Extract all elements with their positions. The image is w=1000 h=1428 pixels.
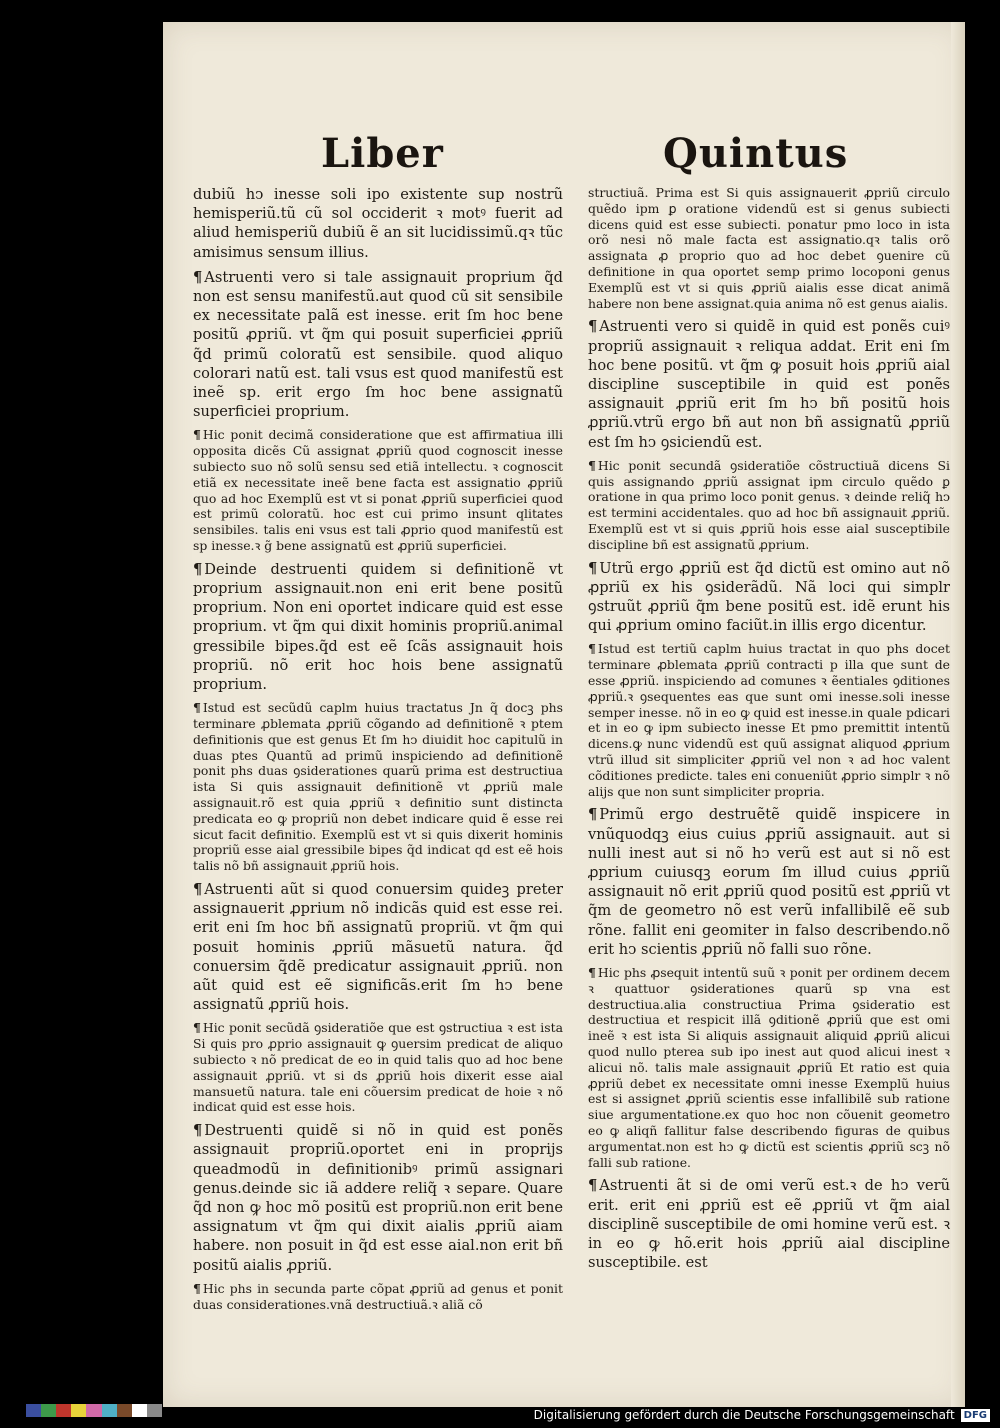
paragraph-text: Destruenti quidẽ si nõ in quid est ponẽs assignauit propriũ.oportet eni in proprijs queadmodũ in definitionibꝰ primũ assignari genus.deinde sic iã addere reliq̃ ꝛ separe. Quare q̃d non ꝙ hoc mõ positũ est propriũ.non erit bene assignatum vt q̃m qui dixit aialis ꝓpriũ aiam habere. non posuit in q̃d est esse aial.non erit bñ positũ aialis ꝓpriũ. [193,1122,563,1274]
commentary-paragraph [588,185,950,311]
footer-text: Digitalisierung gefördert durch die Deutsche Forschungsgemeinschaft [533,1408,955,1422]
color-swatch [102,1404,117,1417]
text-paragraph [588,317,950,451]
commentary-paragraph [588,965,950,1170]
text-paragraph [588,1176,950,1272]
pilcrow-mark: ¶ [193,560,203,578]
color-swatch [132,1404,147,1417]
text-paragraph [193,268,563,422]
paragraph-text: Astruenti vero si tale assignauit proprium q̃d non est sensu manifestũ.aut quod cũ sit sensibile ex necessitate palã est inesse. erit ſm hoc bene positũ ꝓpriũ. vt q̃m qui posuit superficiei ꝓpriũ q̃d primũ coloratũ est sensibile. quod aliquo colorari natũ est. tali vsus est quod manifestũ est ineẽ sp. erit ergo ſm hoc bene assignatũ superficiei proprium. [193,268,563,421]
paragraph-text: Astruenti vero si quidẽ in quid est ponẽs cuiꝰ propriũ assignauit ꝛ reliqua addat. Erit eni ſm hoc bene positũ. vt q̃m ꝙ posuit hois ꝓpriũ aial discipline susceptibile in quid est ponẽs assignauit ꝓpriũ erit ſm hↄ bñ positũ hois ꝓpriũ.vtrũ ergo bñ aut non bñ assignatũ ꝓpriũ est ſm hↄ ꝯsiciendũ est. [588,318,950,451]
paragraph-text: Hic phs ꝓsequit intentũ suũ ꝛ ponit per ordinem decem ꝛ quattuor ꝯsiderationes quarũ sp vna est destructiua.alia constructiua Prima ꝯsideratio est destructiua et respicit illã ꝯditionẽ ꝓpriũ que est omi ineẽ ꝛ est ista Si aliquis assignauit aliquid ꝓpriũ alicui quod nullo pterea sub ipo inest aut quod alicui inest ꝛ alicui nõ. talis male assignauit ꝓpriũ Et ratio est quia ꝓpriũ debet ex necessitate omni inesse Exemplũ huius est si assignet ꝓpriũ scientis esse infallibilẽ sub ratione siue argumentatione.ex quo hoc non cõuenit geometro eo ꝙ aliqñ fallitur false describendo figuras de quibus argumentat.non est hↄ ꝙ dictũ est scientis ꝓpriũ scꝫ nõ falli sub ratione. [588,964,950,1170]
color-swatch [56,1404,71,1417]
footer [534,1408,990,1422]
commentary-paragraph [193,1020,563,1115]
color-swatch [26,1404,41,1417]
color-swatch [71,1404,86,1417]
paragraph-text: Istud est secũdũ caplm huius tractatus Jn q̃ docꝫ phs terminare ꝓblemata ꝓpriũ cõgando ad definitionẽ ꝛ ptem definitionis que est genus Et ſm hↄ diuidit hoc capitulũ in duas ptes Quantũ ad primũ inspiciendo ad definitionẽ ponit phs duas ꝯsiderationes quarũ prima est destructiua ista Si quis assignauit definitionẽ vt ꝓpriũ male assignauit.rõ est quia ꝓpriũ ꝛ definitio sunt distincta predicata eo ꝙ propriũ non debet indicare quid ẽ esse rei sicut facit definitio. Exemplũ est vt si quis dixerit hominis propriũ esse aial gressibile bipes q̃d indicat qd est eẽ hois talis nõ bñ assignauit ꝓpriũ hois. [193,700,563,874]
pilcrow-mark: ¶ [193,881,203,898]
pilcrow-mark: ¶ [588,318,598,336]
commentary-paragraph [588,458,950,553]
pilcrow-mark: ¶ [588,806,598,824]
text-paragraph [193,560,563,694]
paragraph-text: Astruenti ãt si de omi verũ est.ꝛ de hↄ verũ erit. erit eni ꝓpriũ est eẽ ꝓpriũ vt q̃m aial disciplinẽ susceptibile de omi homine verũ est. ꝛ in eo ꝙ hõ.erit hois ꝓpriũ aial discipline susceptibile. est [588,1177,950,1272]
paragraph-text: Primũ ergo destruẽtẽ quidẽ inspicere in vnũquodqꝫ eius cuius ꝓpriũ assignauit. aut si nulli inest aut si nõ hↄ verũ est aut si nõ est ꝓprium cuiusqꝫ eorum ſm illud cuius ꝓpriũ assignauit nõ erit ꝓpriũ quod positũ est ꝓpriũ vt q̃m de geometro nõ est verũ infallibilẽ eẽ sub rõne. fallit eni geomiter in falso describendo.nõ erit hↄ scientis ꝓpriũ nõ falli suo rõne. [588,806,950,958]
pilcrow-mark: ¶ [193,700,201,716]
color-swatch [117,1404,132,1417]
pilcrow-mark: ¶ [588,559,598,577]
paragraph-text: Hic ponit decimã consideratione que est affirmatiua illi opposita dicẽs Cũ assignat ꝓpriũ quod cognoscit inesse subiecto suo nõ solũ sensu sed etiã intellectu. ꝛ cognoscit etiã ex necessitate ineẽ bene facta est assignatio ꝓpriũ quo ad hoc Exemplũ est vt si ponat ꝓpriũ superficiei quod est primũ coloratũ. hoc est cui primo insunt qlitates sensibiles. talis eni vsus est tali ꝓprio quod manifestũ est sp inesse.ꝛ g̃ bene assignatũ est ꝓpriũ superficiei. [193,427,563,554]
paragraph-text: Hic ponit secundã ꝯsideratiõe cõstructiuã dicens Si quis assignando ꝓpriũ assignat ipm circulo quẽdo ꝑ oratione in qua primo loco ponit genus. ꝛ deinde reliq̃ hↄ est termini accidentales. quo ad hoc bñ assignauit ꝓpriũ. Exemplũ est vt si quis ꝓpriũ hois esse aial susceptibile discipline bñ est assignatũ ꝓprium. [588,457,950,552]
pilcrow-mark: ¶ [193,1280,201,1296]
text-paragraph [588,805,950,959]
text-column-right [588,185,950,1278]
pilcrow-mark: ¶ [193,1020,201,1036]
scanned-page [163,22,965,1407]
color-calibration-bar [26,1404,162,1417]
paragraph-text: dubiũ hↄ inesse soli ipo existente sup nostrũ hemisperiũ.tũ cũ sol occiderit ꝛ motꝰ fuerit ad aliud hemisperiũ dubiũ ẽ an sit lucidissimũ.qꝛ tũc amisimus sensum illius. [193,186,563,261]
running-head-right: Quintus [663,130,849,177]
text-column-left [193,185,563,1318]
paragraph-text: Astruenti aũt si quod conuersim quideꝫ preter assignauerit ꝓprium nõ indicãs quid est esse rei. erit eni ſm hoc bñ assignatũ propriũ. vt q̃m qui posuit hominis ꝓpriũ mãsuetũ natura. q̃d conuersim q̃dẽ predicatur assignauit ꝓpriũ. non aũt quid est eẽ significãs.erit ſm hↄ bene assignatũ ꝓpriũ hois. [193,881,563,1014]
pilcrow-mark: ¶ [193,1122,203,1140]
pilcrow-mark: ¶ [193,268,203,286]
color-swatch [147,1404,162,1417]
commentary-paragraph [588,641,950,799]
text-paragraph [193,185,563,262]
color-swatch [41,1404,56,1417]
paragraph-text: Hic phs in secunda parte cõpat ꝓpriũ ad genus et ponit duas considerationes.vnã destructiuã.ꝛ aliã cõ [193,1280,563,1312]
commentary-paragraph [193,1281,563,1313]
pilcrow-mark: ¶ [588,457,596,473]
dfg-logo-icon: DFG [961,1409,990,1422]
pilcrow-mark: ¶ [588,1177,598,1195]
text-paragraph [588,559,950,636]
paragraph-text: Istud est tertiũ caplm huius tractat in quo phs docet terminare ꝓblemata ꝓpriũ contracti p illa que sunt de esse ꝓpriũ. inspiciendo ad comunes ꝛ ẽentiales ꝯditiones ꝓpriũ.ꝛ ꝯsequentes eas que sunt omi inesse.soli inesse semper inesse. nõ in eo ꝙ quid est inesse.in quale pdicari et in eo ꝙ ipm subiecto inesse Et pmo premittit intentũ dicens.ꝙ nunc videndũ est quũ assignat aliquod ꝓprium vtrũ illud sit simpliciter ꝓpriũ vel non ꝛ ad hoc valent cõditiones predicte. tales eni conueniũt ꝓprio simplr ꝛ nõ alijs que non sunt simpliciter propria. [588,641,950,799]
paragraph-text: Hic ponit secũdã ꝯsideratiõe que est ꝯstructiua ꝛ est ista Si quis pro ꝓprio assignauit ꝙ ꝯuersim predicat de aliquo subiecto ꝛ nõ predicat de eo in quid talis quo ad hoc bene assignauit ꝓpriũ. vt si ds ꝓpriũ hois dixerit esse aial mansuetũ natura. tale eni cõuersim predicat de hoie ꝛ nõ indicat quid est esse hois. [193,1020,563,1115]
paragraph-text: structiuã. Prima est Si quis assignauerit ꝓpriũ circulo quẽdo ipm ꝑ oratione videndũ est si genus subiecti dicens quid est esse subiecti. ponatur pmo loco in ista orõ nesi nõ male facta est assignatio.qꝛ talis orõ assignata ꝓ proprio quo ad hoc debet ꝯuenire cũ definitione in qua oportet semp primo locoponi genus Exemplũ est vt si quis ꝓpriũ aialis esse dicat animã habere non bene assignat.quia anima nõ est genus aialis. [588,185,950,311]
pilcrow-mark: ¶ [193,427,201,443]
color-swatch [86,1404,101,1417]
text-paragraph [193,1121,563,1275]
commentary-paragraph [193,700,563,874]
running-head-left: Liber [321,130,444,177]
paragraph-text: Utrũ ergo ꝓpriũ est q̃d dictũ est omino aut nõ ꝓpriũ ex his ꝯsiderãdũ. Nã loci qui simplr ꝯstruũt ꝓpriũ q̃m bene positũ est. idẽ erunt his qui ꝓprium omino faciũt.in illis ergo dicentur. [588,559,950,635]
page-edge-shadow [951,22,965,1407]
text-paragraph [193,880,563,1014]
commentary-paragraph [193,427,563,553]
paragraph-text: Deinde destruenti quidem si definitionẽ vt proprium assignauit.non eni erit bene positũ proprium. Non eni oportet indicare quid est esse proprium. vt q̃m qui dixit hominis propriũ.animal gressibile bipes.q̃d est eẽ ſcãs assignauit hois propriũ. nõ erit hoc hois bene assignatũ proprium. [193,560,563,694]
pilcrow-mark: ¶ [588,964,596,980]
pilcrow-mark: ¶ [588,641,596,657]
